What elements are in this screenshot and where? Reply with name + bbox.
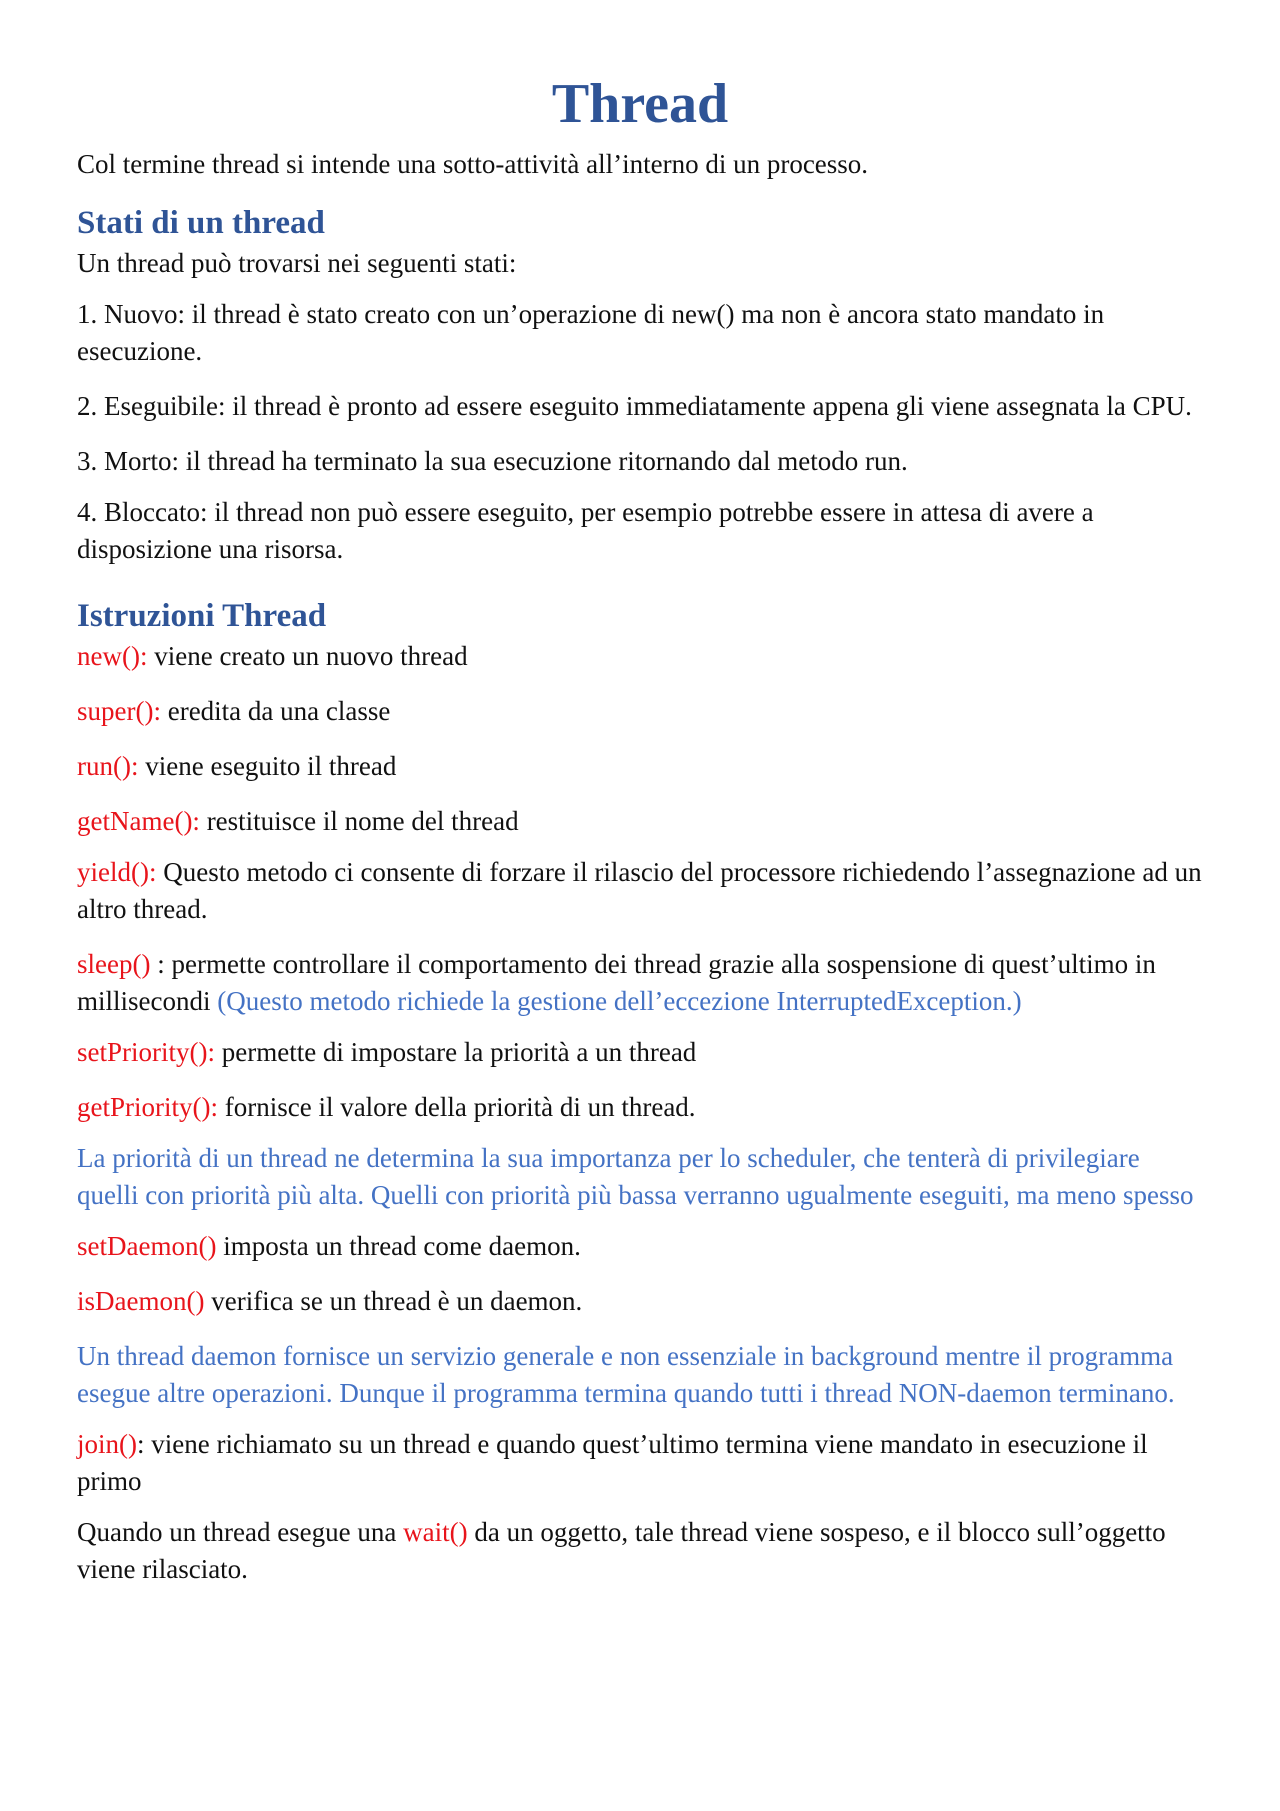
state-item-bloccato: 4. Bloccato: il thread non può essere eseguito, per esempio potrebbe essere in attesa di avere a disposizione una risorsa. <box>77 497 1094 564</box>
method-description: : viene richiamato su un thread e quando quest’ultimo termina viene mandato in esecuzione il primo <box>77 1429 1148 1496</box>
instruction-isdaemon <box>77 1283 1203 1320</box>
method-name: super(): <box>77 696 161 726</box>
method-name: getName(): <box>77 806 200 836</box>
instruction-setdaemon <box>77 1228 1203 1265</box>
instruction-getname <box>77 803 1203 840</box>
intro-paragraph: Col termine thread si intende una sotto-attività all’interno di un processo. <box>77 149 869 179</box>
instruction-setpriority <box>77 1034 1203 1071</box>
method-name: join() <box>77 1429 137 1459</box>
instruction-sleep <box>77 946 1203 1020</box>
document-body <box>77 146 1203 1606</box>
method-name: yield(): <box>77 857 157 887</box>
page-title: Thread <box>551 73 729 135</box>
method-description: eredita da una classe <box>160 696 391 726</box>
method-description: viene eseguito il thread <box>138 751 397 781</box>
instruction-join <box>77 1426 1203 1500</box>
section-heading-stati: Stati di un thread <box>77 205 325 241</box>
wait-paragraph <box>77 1514 1203 1588</box>
method-description: permette di impostare la priorità a un thread <box>214 1037 697 1067</box>
method-name: isDaemon() <box>77 1286 205 1316</box>
instruction-yield <box>77 854 1203 928</box>
priority-note: La priorità di un thread ne determina la sua importanza per lo scheduler, che tenterà di privilegiare quelli con priorità più alta. Quelli con priorità più bassa verranno ugualmente eseguiti, ma meno spesso <box>77 1143 1194 1210</box>
state-item-eseguibile: 2. Eseguibile: il thread è pronto ad essere eseguito immediatamente appena gli viene assegnata la CPU. <box>77 391 1192 421</box>
method-name: new(): <box>77 641 148 671</box>
method-name: setPriority(): <box>77 1037 215 1067</box>
daemon-note: Un thread daemon fornisce un servizio generale e non essenziale in background mentre il programma esegue altre operazioni. Dunque il programma termina quando tutti i thread NON-daemon terminano. <box>77 1341 1175 1408</box>
method-description: imposta un thread come daemon. <box>216 1231 581 1261</box>
method-description: fornisce il valore della priorità di un thread. <box>217 1092 696 1122</box>
wait-text-before: Quando un thread esegue una <box>77 1517 404 1547</box>
instruction-getpriority <box>77 1089 1203 1126</box>
instruction-new <box>77 638 1203 675</box>
instruction-super <box>77 693 1203 730</box>
method-name: getPriority(): <box>77 1092 218 1122</box>
states-lead: Un thread può trovarsi nei seguenti stati: <box>77 248 517 278</box>
method-description: viene creato un nuovo thread <box>147 641 468 671</box>
state-item-morto: 3. Morto: il thread ha terminato la sua esecuzione ritornando dal metodo run. <box>77 446 908 476</box>
method-description: restituisce il nome del thread <box>199 806 519 836</box>
section-heading-istruzioni: Istruzioni Thread <box>77 598 327 634</box>
method-name: run(): <box>77 751 139 781</box>
method-name: setDaemon() <box>77 1231 217 1261</box>
method-description: verifica se un thread è un daemon. <box>204 1286 583 1316</box>
state-item-nuovo: 1. Nuovo: il thread è stato creato con un’operazione di new() ma non è ancora stato mandato in esecuzione. <box>77 299 1105 366</box>
instruction-run <box>77 748 1203 785</box>
method-note: (Questo metodo richiede la gestione dell’eccezione InterruptedException.) <box>217 986 1022 1016</box>
method-description: Questo metodo ci consente di forzare il rilascio del processore richiedendo l’assegnazione ad un altro thread. <box>77 857 1202 924</box>
method-description: : permette controllare il comportamento dei thread grazie alla sospensione di quest’ultimo in millisecondi <box>77 949 1156 1016</box>
method-name: sleep() <box>77 949 151 979</box>
method-name: wait() <box>403 1517 468 1547</box>
wait-text-after: da un oggetto, tale thread viene sospeso, e il blocco sull’oggetto viene rilasciato. <box>77 1517 1166 1584</box>
